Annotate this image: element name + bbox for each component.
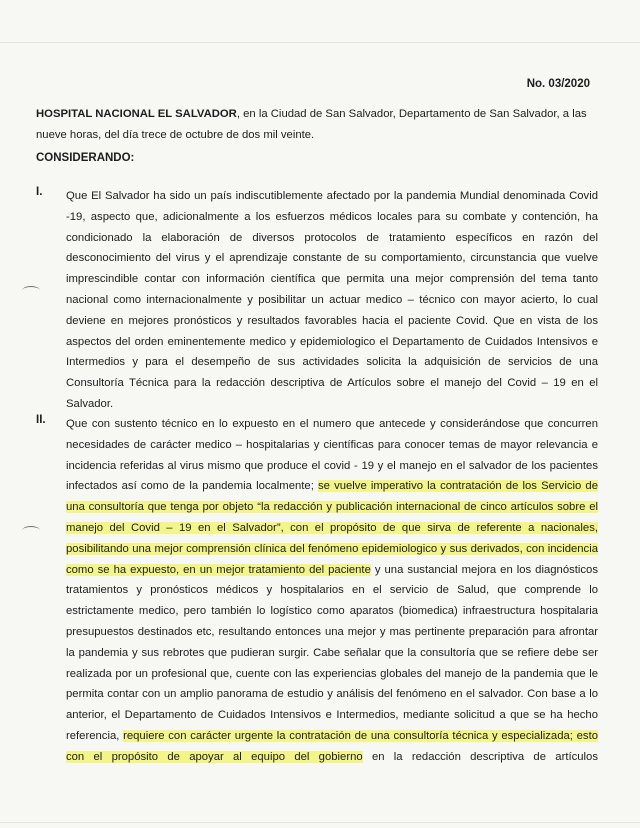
section-text — [66, 414, 598, 768]
highlighted-text: requiere con carácter urgente la contratación de una consultoría técnica y especializada; esto con el propósito de apoyar al equipo del gobierno — [66, 729, 598, 763]
section-i — [36, 186, 598, 415]
section-numeral: II. — [36, 414, 46, 426]
scan-artifact-line — [0, 42, 640, 43]
section-ii — [36, 414, 598, 768]
margin-punch-mark — [22, 526, 40, 535]
section-text: Que El Salvador ha sido un país indiscutiblemente afectado por la pandemia Mundial denominada Covid -19, aspecto que, adicionalmente a los esfuerzos médicos locales para su combate y contención, ha condicionado la elaboración de diversos protocolos de tratamiento específicos en razón del desconocimiento del virus y el aprendizaje constante de su comportamiento, circunstancia que vuelve imprescindible contar con información científica que permita una mejor comprensión del tema tanto nacional como internacionalmente y posibilitar un actuar medico – técnico con mayor acierto, lo cual deviene en mejores pronósticos y resultados favorables hacia el paciente Covid. Que en vista de los aspectos del orden eminentemente medico y epidemiologico el Departamento de Cuidados Intensivos e Intermedios y para el desempeño de sus actividades solicita la adquisición de servicios de una Consultoría Técnica para la redacción descriptiva de Artículos sobre el manejo del Covid – 19 en el Salvador. — [66, 190, 598, 410]
highlighted-text: se vuelve imperativo la contratación de los Servicio de una consultoría que tenga por objeto “la redacción y publicación internacional de cinco artículos sobre el manejo del Covid – 19 en el Salvador”, con el propósito de que sirva de referente a nacionales, posibilitando una mejor comprensión clínica del fenómeno epidemiologico y sus derivados, con incidencia como se ha expuesto, en un mejor tratamiento del paciente — [66, 480, 598, 576]
text-segment: en la redacción descriptiva de artículos — [362, 750, 598, 763]
hospital-name: HOSPITAL NACIONAL EL SALVADOR — [36, 108, 237, 120]
margin-punch-mark — [22, 286, 40, 295]
scan-artifact-line — [0, 822, 640, 823]
considering-heading: CONSIDERANDO: — [36, 152, 135, 164]
intro-paragraph — [36, 104, 596, 146]
text-segment: y una sustancial mejora en los diagnósticos tratamientos y pronósticos médicos y hospitalarios en el servicio de Salud, que comprende lo estrictamente medico, pero también lo logístico como aparatos (biomedica) infraestructura hospitalaria presupuestos destinados etc, resultando entonces una mejor y mas pertinente preparación para afrontar la pandemia y sus rebrotes que pudieran surgir. Cabe señalar que la consultoría que se refiere debe ser realizada por un profesional que, cuente con las experiencias globales del manejo de la pandemia que le permita contar con un amplio panorama de estudio y análisis del fenómeno en el salvador. Con base a lo anterior, el Departamento de Cuidados Intensivos e Intermedios, mediante solicitud a que se ha hecho referencia, — [66, 563, 598, 742]
text-segment: Que con sustento técnico en lo expuesto en el numero que antecede y considerándose que concurren necesidades de carácter medico – hospitalarias y científicas para conocer temas de mayor relevancia e incidencia referidas al virus mismo que produce el covid - 19 y el manejo en el salvador de los pacientes infectados así como de la pandemia localmente; — [66, 418, 598, 493]
document-number: No. 03/2020 — [526, 78, 590, 90]
intro-text: , en la Ciudad de San Salvador, Departamento de San Salvador, a las nueve horas, del día trece de octubre de dos mil veinte. — [36, 108, 587, 141]
section-numeral: I. — [36, 186, 43, 198]
